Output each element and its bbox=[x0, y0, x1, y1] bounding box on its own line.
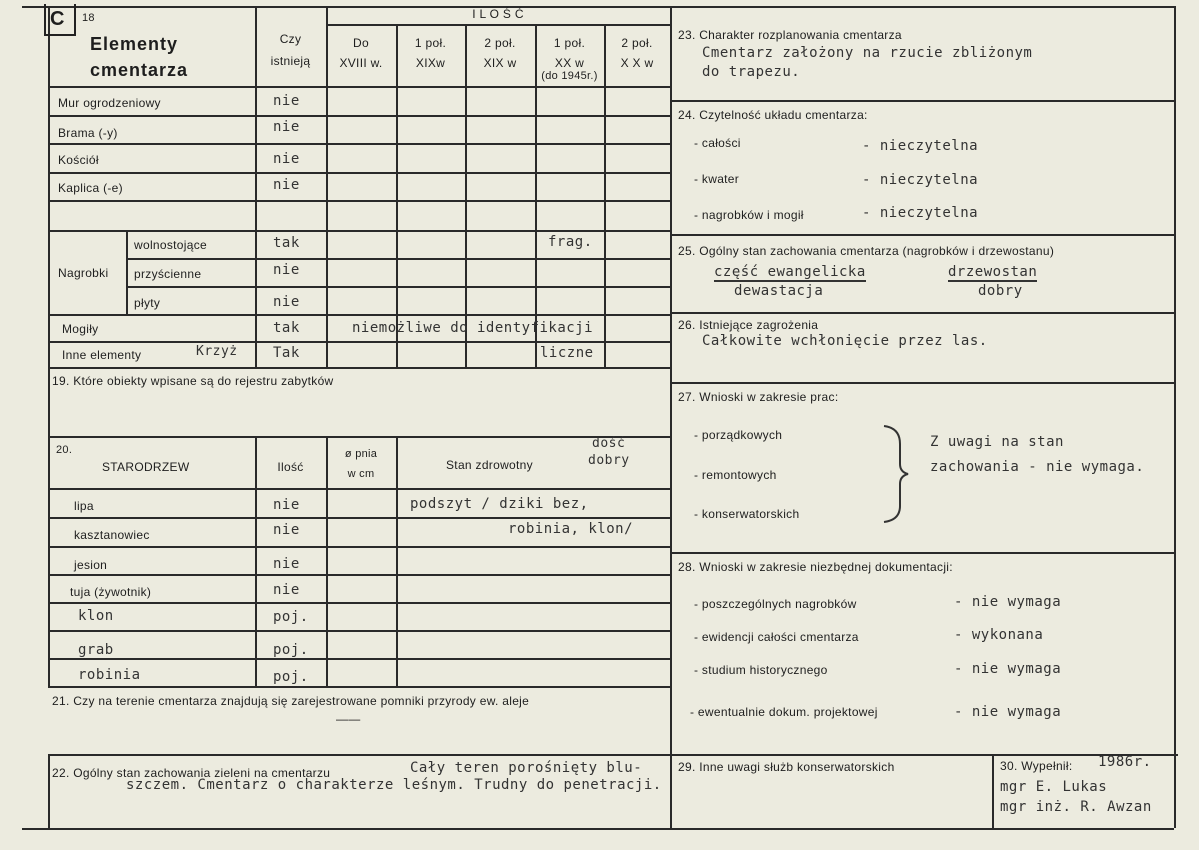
tree-row-name: grab bbox=[78, 642, 114, 658]
question-29: 29. Inne uwagi służb konserwatorskich bbox=[678, 760, 895, 774]
col-exists-1: Czy bbox=[279, 32, 302, 46]
question-25-trees-state: dobry bbox=[978, 283, 1023, 299]
row-wall-tombs-value: nie bbox=[273, 262, 300, 278]
question-22: 22. Ogólny stan zachowania zieleni na cmentarzu bbox=[52, 766, 331, 780]
rule bbox=[670, 312, 1176, 314]
question-26-answer: Całkowite wchłonięcie przez las. bbox=[702, 333, 988, 349]
question-28-item-label: - studium historycznego bbox=[694, 663, 828, 677]
row-slabs-value: nie bbox=[273, 294, 300, 310]
rule bbox=[48, 436, 670, 438]
rule bbox=[48, 517, 670, 519]
rule bbox=[604, 24, 606, 367]
question-24-item-value: - nieczytelna bbox=[862, 172, 979, 188]
row-freestanding-value: tak bbox=[273, 235, 300, 251]
trees-col-diam-1: ø pnia bbox=[344, 448, 378, 460]
question-21-answer: —— bbox=[336, 712, 361, 726]
question-22-answer-1: Cały teren porośnięty blu- bbox=[410, 760, 643, 776]
rule bbox=[992, 754, 994, 828]
col-1-xx-2: XX w bbox=[554, 56, 585, 70]
row-graves-label: Mogiły bbox=[62, 322, 99, 336]
rule bbox=[670, 100, 1176, 102]
question-21: 21. Czy na terenie cmentarza znajdują się zarejestrowane pomniki przyrody ew. aleje bbox=[52, 694, 530, 708]
rule bbox=[22, 828, 1174, 830]
rule bbox=[48, 754, 50, 828]
col-1-xx-3: (do 1945r.) bbox=[541, 70, 598, 82]
rule bbox=[48, 230, 670, 232]
question-19: 19. Które obiekty wpisane są do rejestru zabytków bbox=[52, 374, 334, 388]
trees-undergrowth-2: robinia, klon/ bbox=[508, 521, 634, 537]
question-27-item: - remontowych bbox=[694, 468, 777, 482]
col-xviii-2: XVIII w. bbox=[339, 56, 383, 70]
rule bbox=[465, 24, 467, 367]
col-2-xx-1: 2 poł. bbox=[621, 36, 653, 50]
row-chapel-label: Kaplica (-e) bbox=[58, 181, 123, 195]
rule bbox=[1174, 6, 1176, 828]
col-2-xx-2: X X w bbox=[620, 56, 654, 70]
tree-row-name: kasztanowiec bbox=[74, 528, 150, 542]
rule bbox=[670, 6, 672, 828]
trees-col-name: STARODRZEW bbox=[102, 460, 190, 474]
question-22-answer-2: szczem. Cmentarz o charakterze leśnym. Trudny do penetracji. bbox=[126, 777, 662, 793]
question-24-item-label: - całości bbox=[694, 136, 741, 150]
rule bbox=[126, 230, 128, 314]
card-number: 18 bbox=[82, 12, 95, 24]
rule bbox=[48, 172, 670, 174]
question-28-item-value: - wykonana bbox=[954, 627, 1044, 643]
rule bbox=[48, 686, 670, 688]
tree-row-name: lipa bbox=[74, 499, 94, 513]
trees-health-value-2: dobry bbox=[588, 453, 630, 468]
question-25-part-state: dewastacja bbox=[734, 283, 824, 299]
row-slabs-label: płyty bbox=[134, 296, 161, 310]
question-24-item-label: - nagrobków i mogił bbox=[694, 208, 804, 222]
question-30-person-1: mgr E. Lukas bbox=[1000, 779, 1108, 795]
col-2-xix-2: XIX w bbox=[483, 56, 517, 70]
rule bbox=[396, 24, 398, 367]
rule bbox=[670, 234, 1176, 236]
rule bbox=[48, 658, 670, 660]
rule bbox=[48, 314, 670, 316]
tree-row-qty: nie bbox=[273, 497, 300, 513]
row-other-extra: Krzyż bbox=[196, 344, 238, 359]
question-28-item-value: - nie wymaga bbox=[954, 661, 1062, 677]
rule bbox=[126, 286, 670, 288]
question-25-trees: drzewostan bbox=[948, 264, 1038, 280]
question-28-item-value: - nie wymaga bbox=[954, 594, 1062, 610]
row-graves-value: tak bbox=[273, 320, 300, 336]
rule bbox=[126, 258, 670, 260]
rule bbox=[396, 436, 398, 686]
question-28-item-label: - ewentualnie dokum. projektowej bbox=[690, 705, 878, 719]
row-other-label: Inne elementy bbox=[62, 348, 142, 362]
row-tombs-label: Nagrobki bbox=[58, 266, 109, 280]
brace bbox=[880, 424, 910, 524]
rule bbox=[48, 546, 670, 548]
tree-row-qty: nie bbox=[273, 582, 300, 598]
question-30-year: 1986r. bbox=[1098, 754, 1152, 770]
question-28-item-label: - poszczególnych nagrobków bbox=[694, 597, 857, 611]
row-wall-tombs-label: przyścienne bbox=[134, 267, 202, 281]
question-27-answer-2: zachowania - nie wymaga. bbox=[930, 459, 1145, 475]
question-28-item-value: - nie wymaga bbox=[954, 704, 1062, 720]
rule bbox=[48, 367, 670, 369]
rule bbox=[48, 630, 670, 632]
question-27-item: - konserwatorskich bbox=[694, 507, 800, 521]
row-freestanding-xx1: frag. bbox=[548, 234, 593, 250]
tree-row-name: robinia bbox=[78, 667, 141, 683]
question-27-item: - porządkowych bbox=[694, 428, 783, 442]
question-24: 24. Czytelność układu cmentarza: bbox=[678, 108, 868, 122]
col-1-xx-1: 1 poł. bbox=[553, 36, 586, 50]
row-gate-label: Brama (-y) bbox=[58, 126, 118, 140]
rule bbox=[48, 86, 670, 88]
rule bbox=[48, 200, 670, 202]
question-24-item-label: - kwater bbox=[694, 172, 740, 186]
question-27-answer-1: Z uwagi na stan bbox=[930, 434, 1064, 450]
col-exists-2: istnieją bbox=[270, 54, 311, 68]
question-27: 27. Wnioski w zakresie prac: bbox=[678, 390, 839, 404]
rule bbox=[48, 341, 670, 343]
col-xviii-1: Do bbox=[353, 36, 369, 50]
tree-row-name: klon bbox=[78, 608, 114, 624]
section-title-line2: cmentarza bbox=[90, 60, 189, 80]
question-28-item-label: - ewidencji całości cmentarza bbox=[694, 630, 859, 644]
question-25-part: część ewangelicka bbox=[714, 264, 866, 280]
col-group-quantity: I L O Ś Ć bbox=[472, 7, 524, 21]
tree-row-qty: poj. bbox=[273, 642, 309, 658]
trees-col-health: Stan zdrowotny bbox=[446, 458, 533, 472]
rule bbox=[48, 754, 1178, 756]
rule bbox=[48, 143, 670, 145]
trees-health-value-1: dość bbox=[592, 436, 626, 451]
question-30: 30. Wypełnił: bbox=[1000, 759, 1073, 773]
row-wall-value: nie bbox=[273, 93, 300, 109]
row-graves-note: niemożliwe do identyfikacji bbox=[352, 320, 594, 336]
rule bbox=[48, 115, 670, 117]
trees-col-qty: Ilość bbox=[277, 460, 304, 474]
question-24-item-value: - nieczytelna bbox=[862, 138, 979, 154]
question-26: 26. Istniejące zagrożenia bbox=[678, 318, 819, 332]
rule bbox=[48, 488, 670, 490]
row-chapel-value: nie bbox=[273, 177, 300, 193]
col-1-xix-2: XIXw bbox=[415, 56, 446, 70]
card-letter: C bbox=[50, 8, 66, 30]
question-23-answer-1: Cmentarz założony na rzucie zbliżonym bbox=[702, 45, 1033, 61]
rule bbox=[48, 574, 670, 576]
row-wall-label: Mur ogrodzeniowy bbox=[58, 96, 161, 110]
trees-number: 20. bbox=[56, 444, 73, 456]
col-2-xix-1: 2 poł. bbox=[484, 36, 516, 50]
rule bbox=[326, 24, 670, 26]
tree-row-qty: poj. bbox=[273, 669, 309, 685]
tree-row-qty: nie bbox=[273, 556, 300, 572]
row-other-xx1: liczne bbox=[540, 345, 594, 361]
rule bbox=[48, 6, 50, 686]
tree-row-name: tuja (żywotnik) bbox=[70, 585, 152, 599]
col-1-xix-1: 1 poł. bbox=[414, 36, 447, 50]
rule bbox=[48, 602, 670, 604]
question-30-person-2: mgr inż. R. Awzan bbox=[1000, 799, 1152, 815]
question-23: 23. Charakter rozplanowania cmentarza bbox=[678, 28, 902, 42]
rule bbox=[670, 382, 1176, 384]
row-freestanding-label: wolnostojące bbox=[134, 238, 207, 252]
trees-col-diam-2: w cm bbox=[347, 468, 375, 480]
tree-row-qty: poj. bbox=[273, 609, 309, 625]
section-title-line1: Elementy bbox=[90, 34, 179, 54]
row-gate-value: nie bbox=[273, 119, 300, 135]
rule bbox=[670, 552, 1176, 554]
row-church-value: nie bbox=[273, 151, 300, 167]
question-24-item-value: - nieczytelna bbox=[862, 205, 979, 221]
question-23-answer-2: do trapezu. bbox=[702, 64, 801, 80]
row-church-label: Kościół bbox=[58, 153, 99, 167]
tree-row-qty: nie bbox=[273, 522, 300, 538]
row-other-value: Tak bbox=[273, 345, 300, 361]
question-28: 28. Wnioski w zakresie niezbędnej dokumentacji: bbox=[678, 560, 953, 574]
question-25: 25. Ogólny stan zachowania cmentarza (nagrobków i drzewostanu) bbox=[678, 244, 1055, 258]
tree-row-name: jesion bbox=[74, 558, 108, 572]
trees-undergrowth-1: podszyt / dziki bez, bbox=[410, 496, 589, 512]
